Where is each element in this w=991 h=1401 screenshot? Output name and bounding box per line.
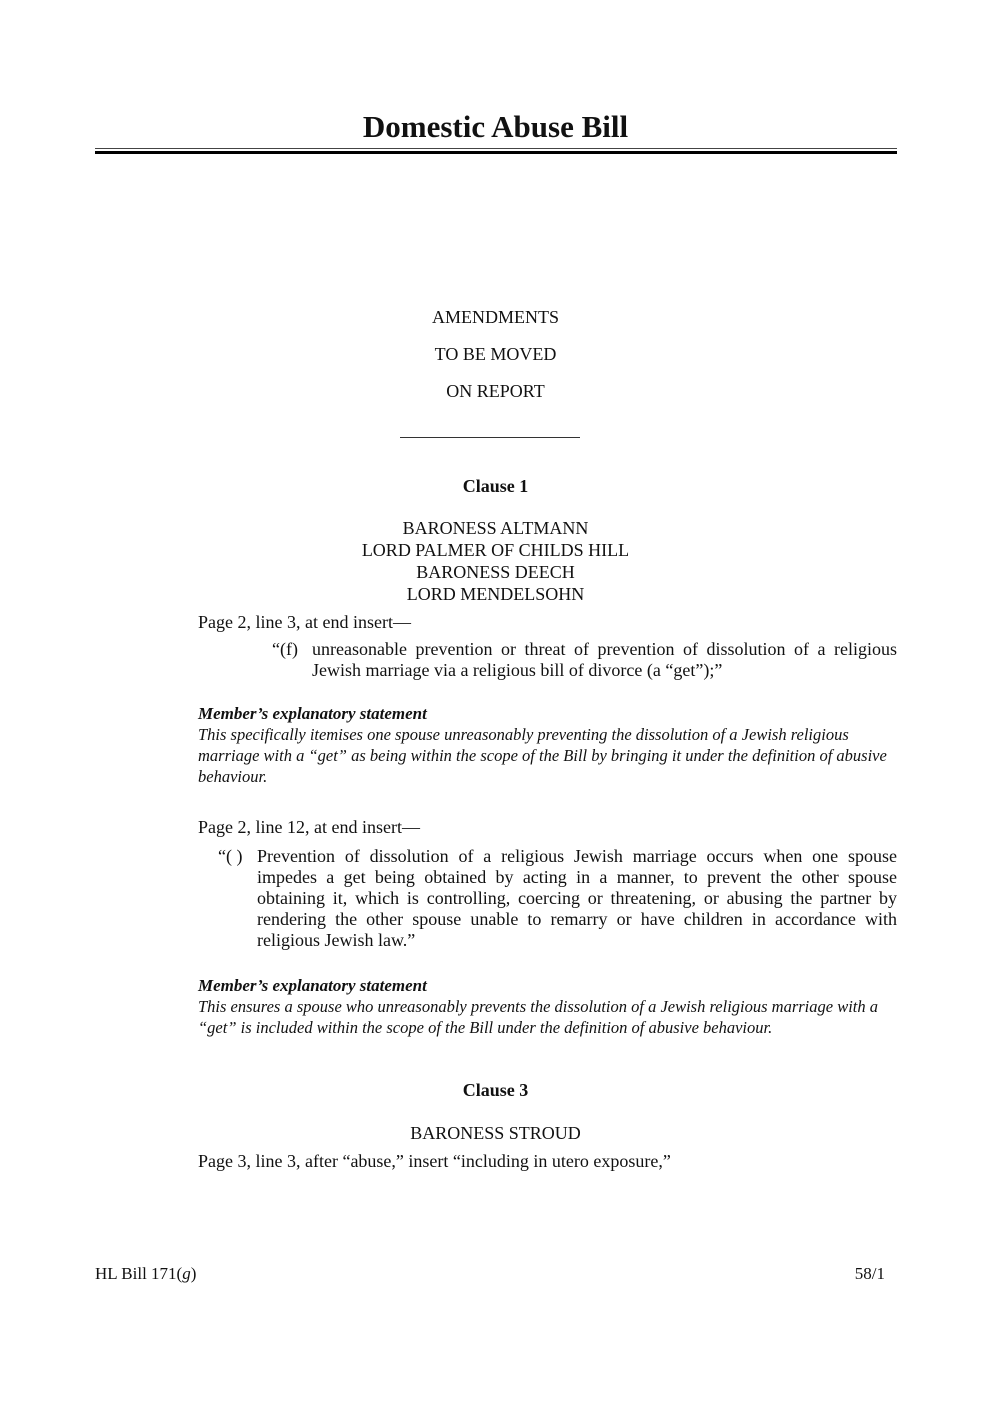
sponsor-name: LORD PALMER OF CHILDS HILL [361,540,630,560]
section-divider [400,437,580,438]
amendment-location: Page 2, line 12, at end insert— [198,817,420,837]
cover-line: ON REPORT [446,381,545,401]
bill-reference-prefix: HL Bill 171( [95,1264,183,1283]
bill-reference-suffix: ) [190,1264,197,1283]
clause-heading: Clause 1 [462,476,529,496]
sponsor-name: LORD MENDELSOHN [406,584,585,604]
sponsor-name: BARONESS ALTMANN [402,518,589,538]
page-number: 58/1 [854,1264,885,1283]
amendment-text-block [272,639,897,681]
title-rule-thick [95,151,897,154]
statement-heading: Member’s explanatory statement [198,704,427,723]
explanatory-statement: This specifically itemises one spouse unreasonably preventing the dissolution of a Jewish religious marriage with a “get” as being within the scope of the Bill by bringing it under the definition of abusive behaviour. [198,725,887,786]
title-rule-thin [95,148,897,149]
cover-line: AMENDMENTS [431,307,559,327]
amendment-text: Page 3, line 3, after “abuse,” insert “including in utero exposure,” [198,1151,671,1171]
clause-heading: Clause 3 [462,1080,529,1100]
amendment-text-block [218,846,897,951]
amendment-location: Page 2, line 3, at end insert— [198,612,411,632]
explanatory-statement: This ensures a spouse who unreasonably prevents the dissolution of a Jewish religious marriage with a “get” is included within the scope of the Bill under the definition of abusive behaviour. [198,997,878,1037]
sponsor-name: BARONESS STROUD [410,1123,581,1143]
amendment-number: “( ) [218,846,243,866]
document-title: Domestic Abuse Bill [362,109,629,144]
bill-reference [95,1263,196,1285]
amendment-number: “(f) [272,639,298,659]
bill-reference-letter: g [182,1264,191,1283]
amendment-text: unreasonable prevention or threat of prevention of dissolution of a religious Jewish marriage via a religious bill of divorce (a “get”);” [312,639,897,680]
cover-line: TO BE MOVED [434,344,557,364]
amendment-text: Prevention of dissolution of a religious Jewish marriage occurs when one spouse impedes a get being obtained by acting in a manner, to prevent the other spouse obtaining it, which is controlling, coercing or threatening, or abusing the partner by rendering the other spouse unable to remarry or have children in accordance with religious Jewish law.” [257,846,897,950]
sponsor-name: BARONESS DEECH [416,562,575,582]
statement-heading: Member’s explanatory statement [198,976,427,995]
